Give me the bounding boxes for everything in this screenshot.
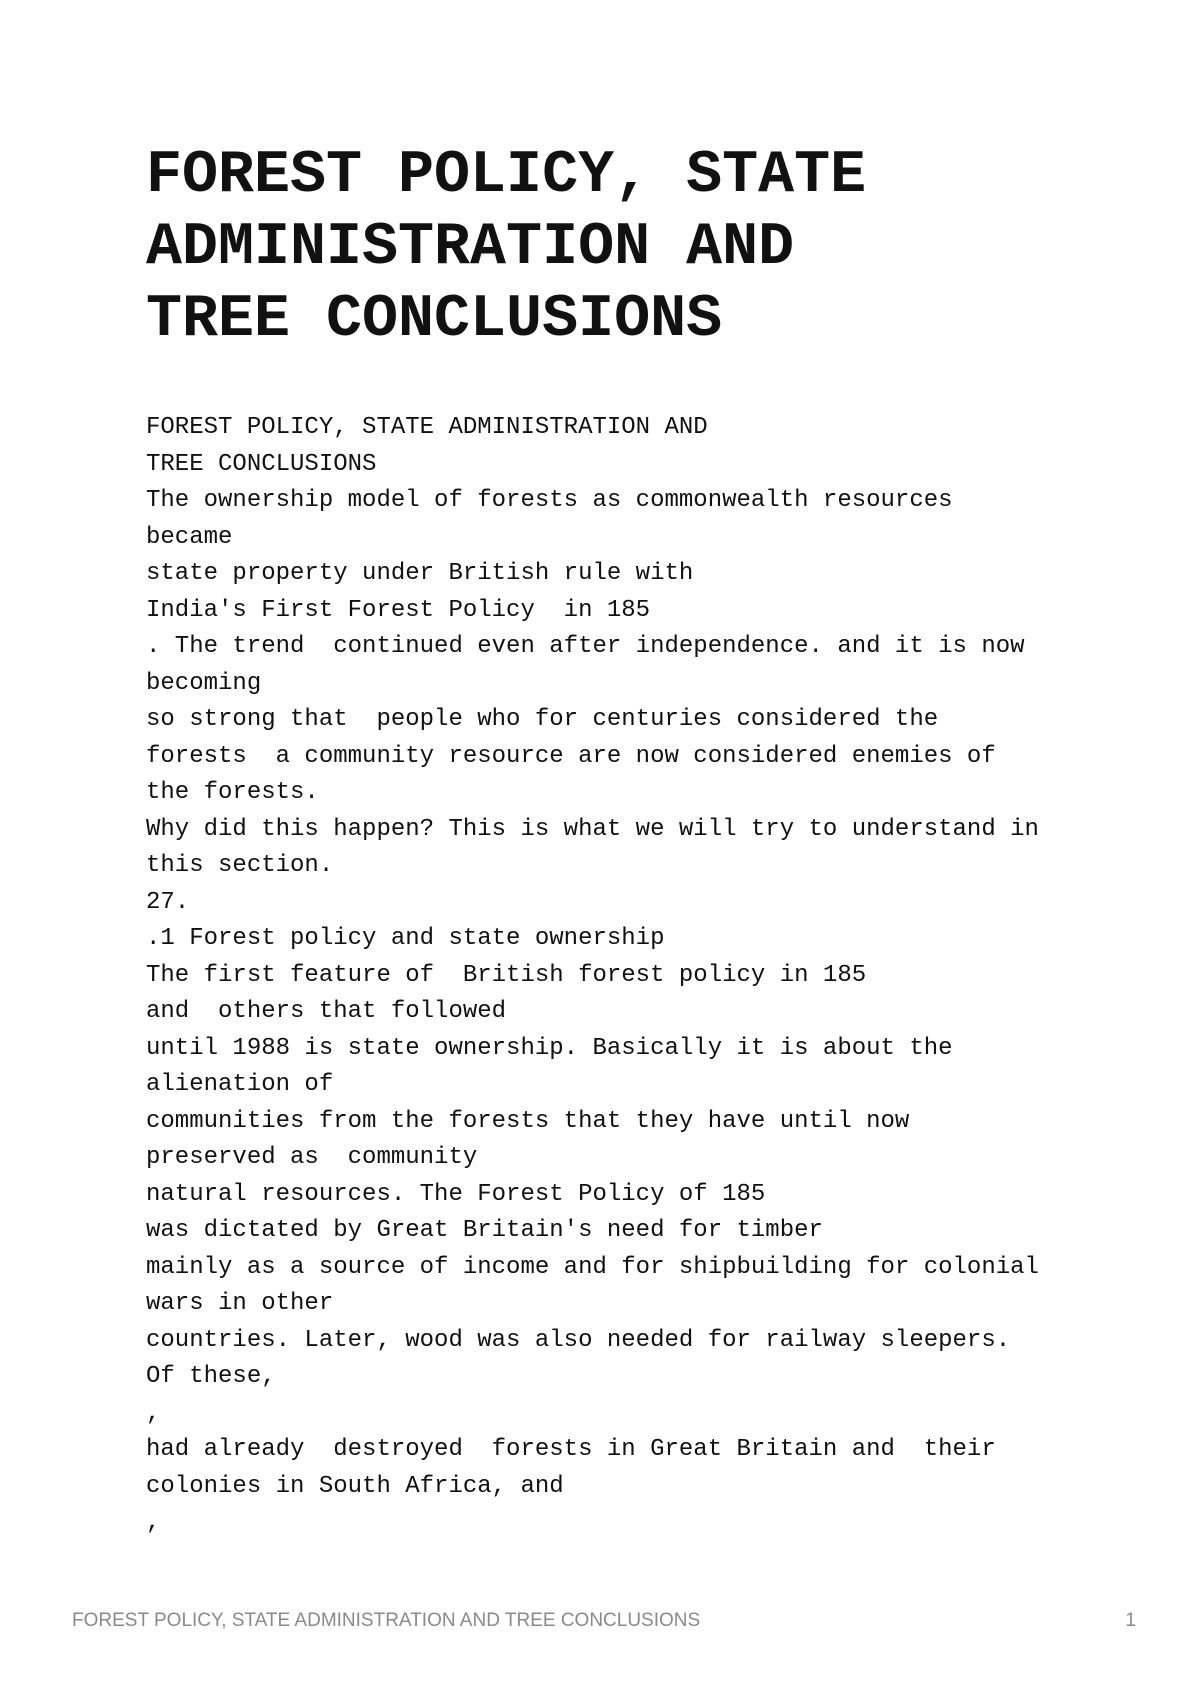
title-line: ADMINISTRATION AND	[146, 214, 795, 282]
body-line: became	[146, 523, 233, 551]
page-number: 1	[1125, 1610, 1136, 1631]
title-line: TREE CONCLUSIONS	[146, 286, 723, 354]
page-footer	[72, 1610, 1136, 1640]
body-line: preserved as community	[146, 1144, 478, 1171]
body-line: 27.	[146, 888, 190, 916]
body-line: .1 Forest policy and state ownership	[146, 925, 665, 952]
body-line: TREE CONCLUSIONS	[146, 450, 377, 478]
body-line: was dictated by Great Britain's need for timber	[146, 1217, 823, 1244]
body-line: forests a community resource are now considered enemies of	[146, 742, 996, 770]
body-line: wars in other	[146, 1290, 334, 1317]
body-line: so strong that people who for centuries considered the	[146, 706, 939, 733]
body-line: FOREST POLICY, STATE ADMINISTRATION AND	[146, 414, 708, 441]
body-line: state property under British rule with	[146, 560, 694, 587]
document-title	[146, 140, 1106, 356]
body-line: . The trend continued even after independence. and it is now	[146, 633, 1025, 660]
body-line: ,	[146, 1399, 161, 1427]
body-line: communities from the forests that they have until now	[146, 1107, 910, 1135]
body-line: becoming	[146, 669, 262, 697]
body-line: colonies in South Africa, and	[146, 1472, 564, 1500]
body-line: The ownership model of forests as commonwealth resources	[146, 487, 953, 514]
title-line: FOREST POLICY, STATE	[146, 142, 867, 210]
body-line: until 1988 is state ownership. Basically it is about the	[146, 1034, 953, 1062]
body-line: Of these,	[146, 1363, 276, 1390]
body-line: had already destroyed forests in Great Britain and their	[146, 1436, 996, 1463]
body-line: ,	[146, 1509, 161, 1536]
body-line: and others that followed	[146, 998, 507, 1025]
body-line: the forests.	[146, 779, 319, 806]
body-line: The first feature of British forest policy in 185	[146, 961, 867, 989]
body-line: India's First Forest Policy in 185	[146, 596, 651, 624]
body-line: natural resources. The Forest Policy of 185	[146, 1180, 766, 1208]
footer-title: FOREST POLICY, STATE ADMINISTRATION AND TREE CONCLUSIONS	[72, 1610, 701, 1631]
body-line: mainly as a source of income and for shipbuilding for colonial	[146, 1253, 1039, 1281]
body-line: countries. Later, wood was also needed for railway sleepers.	[146, 1326, 1011, 1354]
body-line: Why did this happen? This is what we will try to understand in	[146, 815, 1039, 843]
body-line: this section.	[146, 852, 334, 879]
body-line: alienation of	[146, 1071, 334, 1098]
document-body	[146, 410, 1106, 1542]
